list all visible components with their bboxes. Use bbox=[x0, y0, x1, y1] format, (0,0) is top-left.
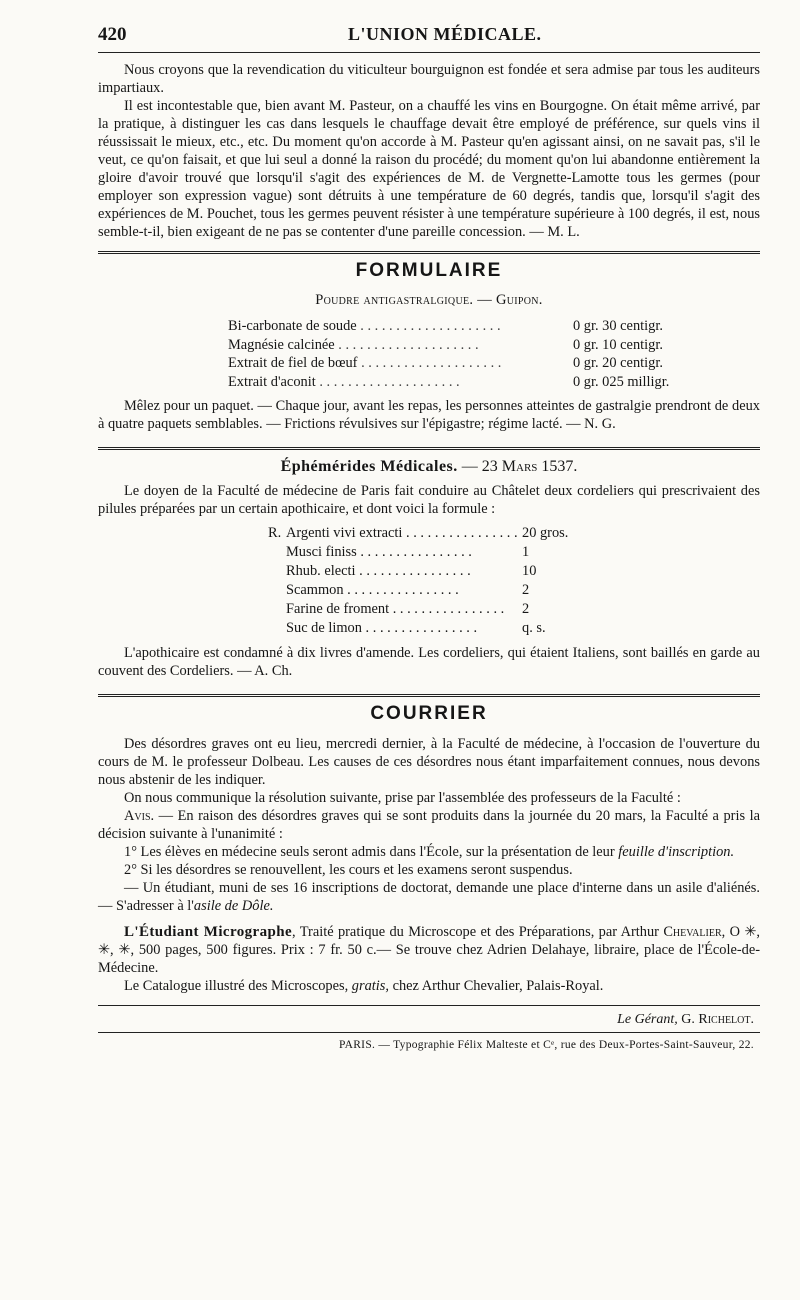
formula-row: R. Argenti vivi extracti . . . . . . . . . . . . . . . . 20 gros. bbox=[268, 525, 569, 541]
ingredient-dose: 0 gr. 20 centigr. bbox=[573, 355, 663, 371]
courrier-section bbox=[98, 703, 760, 915]
formulaire-title: FORMULAIRE bbox=[355, 260, 503, 281]
ephemerides-paragraph-1: Le doyen de la Faculté de médecine de Paris fait conduire au Châtelet deux cordeliers qui prescrivaient des pilules préparées par un certain apothicaire, et dont voici la formule : bbox=[98, 483, 760, 517]
recipe-row: Magnésie calcinée . . . . . . . . . . . . . . . . . . . . 0 gr. 10 centigr. bbox=[228, 336, 663, 353]
recipe-name: Poudre antigastralgique. — bbox=[315, 292, 496, 308]
formula-row: Musci finiss . . . . . . . . . . . . . . . . 1 bbox=[286, 544, 530, 560]
courrier-item-2: 2° Si les désordres se renouvellent, les cours et les examens seront suspendus. bbox=[124, 862, 573, 878]
courrier-paragraph-1: Des désordres graves ont eu lieu, mercredi dernier, à la Faculté de médecine, à l'occasion de l'ouverture du cours de M. le professeur Dolbeau. Les causes de ces désordres nous étant imparfaitement connues, nous devons nous abstenir de les indiquer. bbox=[98, 736, 760, 788]
imprint-rule bbox=[98, 1032, 760, 1033]
running-header bbox=[98, 18, 760, 52]
courrier-paragraph-2: On nous communique la résolution suivante, prise par l'assemblée des professeurs de la Faculté : bbox=[124, 790, 681, 806]
catalogue-text: Le Catalogue illustré des Microscopes, bbox=[124, 978, 352, 994]
formula-row: Suc de limon . . . . . . . . . . . . . . . . q. s. bbox=[286, 620, 546, 636]
catalogue-paragraph bbox=[98, 977, 760, 995]
advert-author: Chevalier bbox=[663, 924, 722, 940]
p3-italic: asile de Dôle. bbox=[193, 898, 274, 914]
intro-paragraph-2: Il est incontestable que, bien avant M. Pasteur, on a chauffé les vins en Bourgogne. On était même arrivé, par la pratique, à distinguer les cas dans lesquels le chauffage devait être employé de préférence, sur quels vins il réussissait le mieux, etc., etc. Du moment qu'on accorde à M. Pasteur qu'en agissant ainsi, on ne savait pas, s'il le veut, ce qu'on faisait, et que lui seul a donné la raison du procédé; du moment qu'on lui abandonne entièrement la gloire d'avoir trouvé que lorsqu'il s'agit des expériences de M. de Vergnette-Lamotte tous les germes (pour employer son expression vague) sont détruits à une température de 60 degrés, tandis que, lorsqu'il s'agit des expériences de M. Pouchet, tous les germes peuvent résister à une température supérieure à 100 degrés, il est, nous semble-t-il, bien exigeant de ne pas se contenter d'une pareille concession. — M. L. bbox=[98, 98, 760, 240]
courrier-title: COURRIER bbox=[370, 703, 488, 724]
formula-ingredient: Suc de limon bbox=[286, 620, 362, 636]
recipe-list bbox=[228, 317, 760, 391]
formula-quantity: 2 bbox=[522, 601, 530, 617]
formula-ingredient: Scammon bbox=[286, 582, 344, 598]
ingredient-name: Extrait d'aconit bbox=[228, 373, 316, 390]
advert-brand: L'Étudiant Micrographe bbox=[124, 924, 293, 940]
formula-quantity: 10 bbox=[522, 563, 537, 579]
catalogue-italic: gratis, bbox=[351, 978, 389, 994]
rx-symbol: R. bbox=[268, 525, 282, 541]
recipe-row: Extrait de fiel de bœuf . . . . . . . . . . . . . . . . . . . . 0 gr. 20 centigr. bbox=[228, 355, 663, 371]
journal-page bbox=[98, 18, 760, 1051]
section-divider bbox=[98, 694, 760, 697]
ephemerides-month: Mars bbox=[501, 458, 538, 475]
formula-row: Scammon . . . . . . . . . . . . . . . . 2 bbox=[286, 582, 530, 598]
formula-ingredient: Rhub. electi bbox=[286, 563, 356, 579]
avis-text: — En raison des désordres graves qui se sont produits dans la journée du 20 mars, la Faculté a pris la décision suivante à l'unanimité : bbox=[98, 808, 760, 842]
recipe-row: Bi-carbonate de soude . . . . . . . . . . . . . . . . . . . . 0 gr. 30 centigr. bbox=[228, 318, 663, 334]
formulaire-subtitle bbox=[98, 292, 760, 309]
page-number: 420 bbox=[98, 24, 127, 45]
journal-title: L'UNION MÉDICALE. bbox=[348, 24, 542, 44]
section-divider bbox=[98, 447, 760, 450]
signature bbox=[98, 1012, 760, 1028]
ephemerides-date-sep: — 23 bbox=[457, 458, 502, 475]
recipe-row: Extrait d'aconit . . . . . . . . . . . . . . . . . . . . 0 gr. 025 milligr. bbox=[228, 373, 670, 390]
formula-ingredient: Farine de froment bbox=[286, 601, 390, 617]
avis-label: Avis. bbox=[124, 808, 155, 824]
footer-rule bbox=[98, 1005, 760, 1006]
ephemerides-paragraph-2: L'apothicaire est condamné à dix livres d'amende. Les cordeliers, qui étaient Italiens, sont baillés en garde au couvent des Cordeliers. — A. Ch. bbox=[98, 645, 760, 679]
ingredient-name: Bi-carbonate de soude bbox=[228, 318, 357, 334]
ingredient-name: Extrait de fiel de bœuf bbox=[228, 355, 358, 371]
signature-name: G. Richelot. bbox=[677, 1012, 754, 1027]
intro-paragraph-1: Nous croyons que la revendication du viticulteur bourguignon est fondée et sera admise par tous les auditeurs impartiaux. bbox=[98, 62, 760, 96]
formula-ingredient: Argenti vivi extracti bbox=[286, 525, 403, 541]
formula-quantity: 2 bbox=[522, 582, 530, 598]
ingredient-dose: 0 gr. 025 milligr. bbox=[573, 373, 670, 390]
section-divider bbox=[98, 251, 760, 254]
recipe-author: Guipon. bbox=[495, 292, 543, 308]
formula-quantity: q. s. bbox=[522, 620, 546, 636]
advert-paragraph bbox=[98, 923, 760, 977]
ingredient-dose: 0 gr. 10 centigr. bbox=[573, 336, 663, 353]
printer-imprint: PARIS. — Typographie Félix Malteste et Cᵉ, rue des Deux-Portes-Saint-Sauveur, 22. bbox=[338, 1039, 754, 1051]
ingredient-name: Magnésie calcinée bbox=[228, 336, 335, 353]
ephemerides-section bbox=[98, 458, 760, 680]
item-1-italic: feuille d'inscription. bbox=[618, 844, 735, 860]
formulaire-instructions: Mêlez pour un paquet. — Chaque jour, avant les repas, les personnes atteintes de gastralgie prendront de deux à quatre paquets semblables. — Frictions révulsives sur l'épigastre; régime lacté. — N. G. bbox=[98, 398, 760, 432]
ephemerides-heading: Éphémérides Médicales. bbox=[280, 458, 458, 475]
courrier-item-1 bbox=[98, 843, 760, 861]
pill-formula bbox=[268, 524, 760, 638]
catalogue-rest: chez Arthur Chevalier, Palais-Royal. bbox=[388, 978, 604, 994]
formula-row: Farine de froment . . . . . . . . . . . . . . . . 2 bbox=[286, 601, 530, 617]
signature-role: Le Gérant, bbox=[617, 1012, 678, 1027]
formula-quantity: 1 bbox=[522, 544, 530, 560]
courrier-paragraph-3 bbox=[98, 879, 760, 915]
ingredient-dose: 0 gr. 30 centigr. bbox=[573, 318, 663, 334]
intro-section bbox=[98, 61, 760, 241]
formulaire-section bbox=[98, 260, 760, 433]
formula-quantity: 20 gros. bbox=[522, 525, 569, 541]
courrier-avis bbox=[98, 807, 760, 843]
item-1-text: 1° Les élèves en médecine seuls seront admis dans l'École, sur la présentation de leur bbox=[124, 844, 619, 860]
formula-row: Rhub. electi . . . . . . . . . . . . . . . . 10 bbox=[286, 563, 537, 579]
p3-text: — Un étudiant, muni de ses 16 inscriptions de doctorat, demande une place d'interne dans un asile d'aliénés. — S'adresser à l' bbox=[98, 880, 760, 914]
advert-section bbox=[98, 923, 760, 995]
ephemerides-year: 1537. bbox=[537, 458, 578, 475]
advert-text-1: , Traité pratique du Microscope et des Préparations, par Arthur bbox=[292, 924, 664, 940]
advert-text-2: , O ✳, ✳, ✳, 500 pages, 500 figures. Prix : 7 fr. 50 c.— Se trouve chez Adrien Delahaye, libraire, place de l'École-de-Médecine. bbox=[98, 924, 760, 976]
formula-ingredient: Musci finiss bbox=[286, 544, 357, 560]
header-rule bbox=[98, 52, 760, 53]
ephemerides-title bbox=[98, 458, 760, 476]
